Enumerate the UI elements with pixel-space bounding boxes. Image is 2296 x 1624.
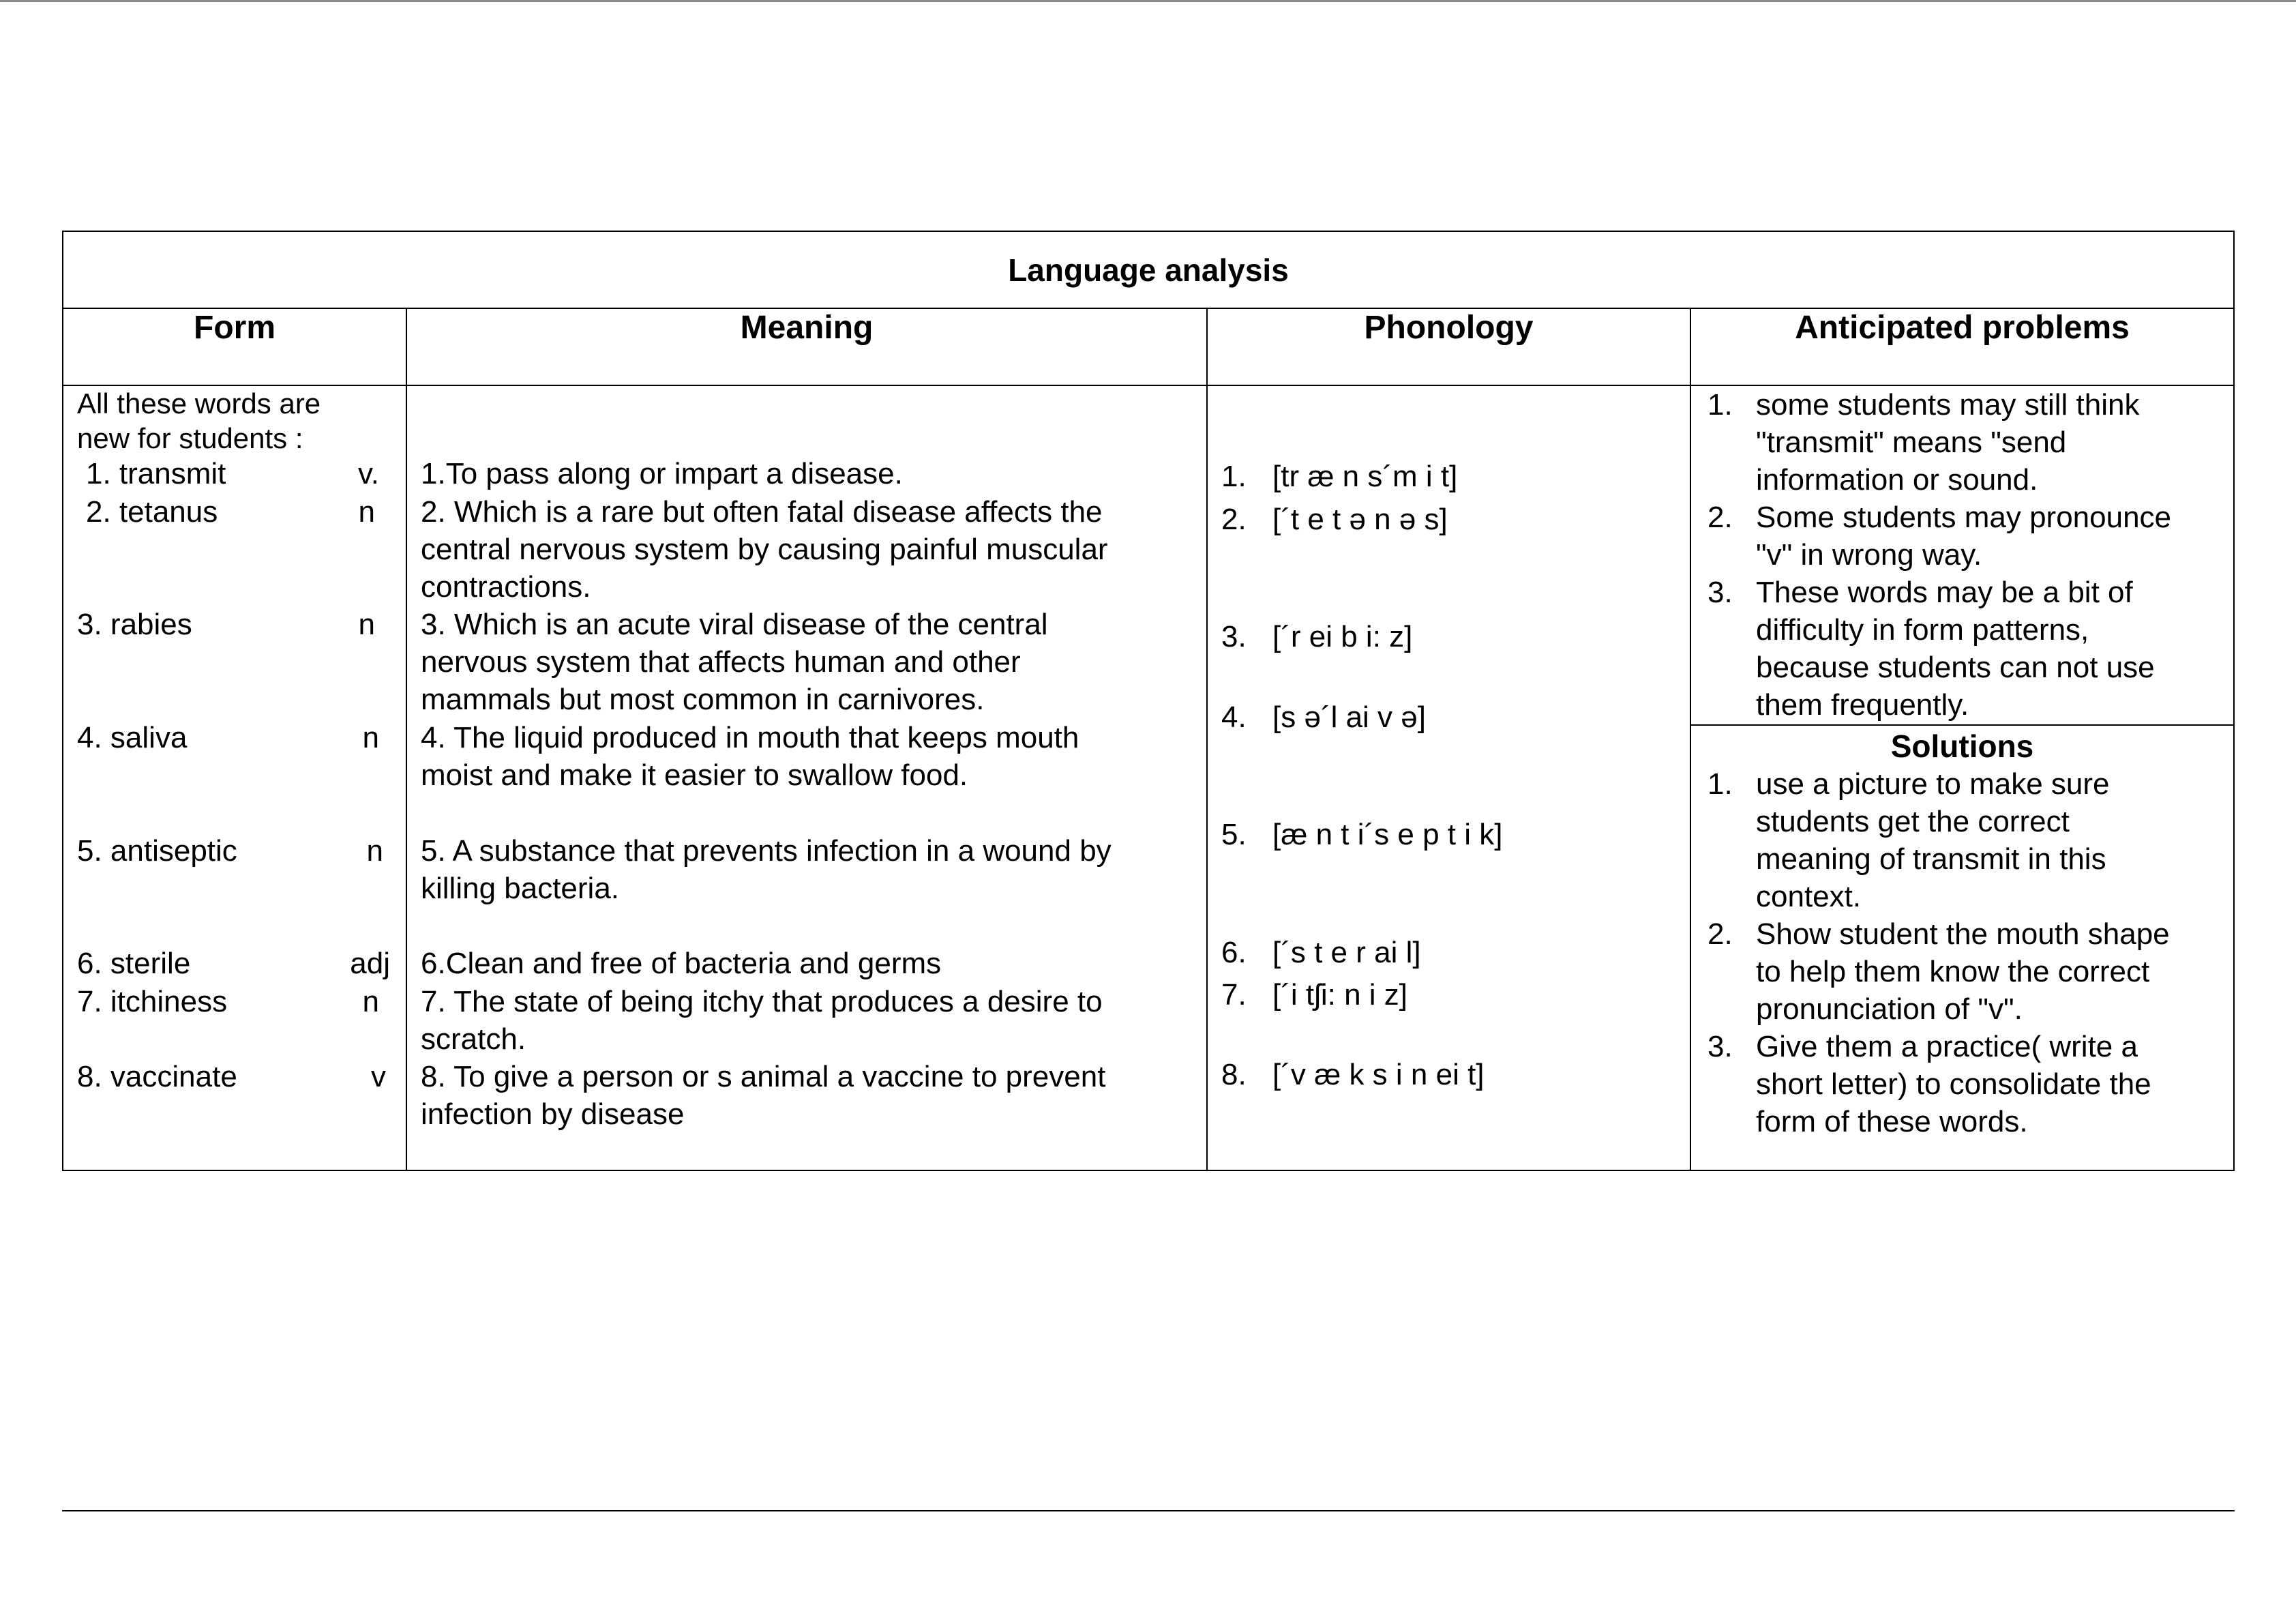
solution-text: Give them a practice( write a bbox=[1756, 1030, 2138, 1063]
meaning-text: 3. Which is an acute viral disease of the central bbox=[421, 608, 1048, 641]
form-part-of-speech: v. bbox=[358, 457, 379, 490]
form-word: 2. tetanus bbox=[86, 495, 218, 529]
problem-number: 1. bbox=[1708, 388, 1733, 422]
table-title: Language analysis bbox=[1008, 252, 1289, 288]
phonology-number: 4. bbox=[1221, 700, 1247, 734]
form-word: 6. sterile bbox=[77, 947, 191, 980]
form-part-of-speech: n bbox=[358, 495, 375, 529]
form-word: 3. rabies bbox=[77, 608, 192, 641]
phonology-number: 5. bbox=[1221, 818, 1247, 851]
problem-text: "v" in wrong way. bbox=[1756, 538, 1982, 572]
phonology-transcription: [tr æ n s´m i t] bbox=[1272, 460, 1458, 493]
solution-text: use a picture to make sure bbox=[1756, 767, 2110, 801]
problem-text: because students can not use bbox=[1756, 651, 2155, 684]
column-divider-2 bbox=[1206, 308, 1208, 1171]
form-part-of-speech: adj bbox=[350, 947, 390, 980]
solutions-divider bbox=[1690, 724, 2235, 726]
phonology-transcription: [´v æ k s i n ei t] bbox=[1272, 1058, 1485, 1091]
problem-text: "transmit" means "send bbox=[1756, 426, 2067, 459]
problem-text: These words may be a bit of bbox=[1756, 576, 2133, 609]
solution-text: Show student the mouth shape bbox=[1756, 917, 2170, 951]
phonology-number: 2. bbox=[1221, 503, 1247, 536]
solution-text: short letter) to consolidate the bbox=[1756, 1067, 2151, 1101]
form-intro-line: All these words are bbox=[77, 387, 321, 419]
form-part-of-speech: n bbox=[362, 721, 379, 754]
column-divider-1 bbox=[406, 308, 407, 1171]
solution-text: context. bbox=[1756, 880, 1862, 913]
header-phonology: Phonology bbox=[1364, 310, 1534, 346]
phonology-transcription: [æ n t i´s e p t i k] bbox=[1272, 818, 1503, 851]
problem-text: information or sound. bbox=[1756, 463, 2038, 497]
meaning-text: 8. To give a person or s animal a vaccine to prevent bbox=[421, 1060, 1106, 1093]
meaning-text: 5. A substance that prevents infection in a wound by bbox=[421, 834, 1112, 868]
form-part-of-speech: n bbox=[358, 608, 375, 641]
meaning-text: 4. The liquid produced in mouth that keeps mouth bbox=[421, 721, 1079, 754]
meaning-text: contractions. bbox=[421, 570, 591, 604]
phonology-transcription: [´i tʃi: n i z] bbox=[1272, 978, 1408, 1012]
header-anticipated-problems: Anticipated problems bbox=[1795, 310, 2130, 346]
meaning-text: nervous system that affects human and other bbox=[421, 645, 1021, 679]
table-border-bottom bbox=[62, 1170, 2235, 1171]
form-word: 1. transmit bbox=[86, 457, 226, 490]
solution-text: students get the correct bbox=[1756, 805, 2070, 838]
problem-number: 3. bbox=[1708, 576, 1733, 609]
table-border-top bbox=[62, 231, 2235, 232]
phonology-number: 8. bbox=[1221, 1058, 1247, 1091]
table-border-left bbox=[62, 231, 63, 1171]
problem-text: some students may still think bbox=[1756, 388, 2140, 422]
solution-text: meaning of transmit in this bbox=[1756, 842, 2106, 876]
meaning-text: central nervous system by causing painful muscular bbox=[421, 533, 1108, 566]
meaning-text: 2. Which is a rare but often fatal disease affects the bbox=[421, 495, 1103, 529]
header-meaning: Meaning bbox=[740, 310, 874, 346]
form-word: 7. itchiness bbox=[77, 985, 228, 1018]
solution-number: 1. bbox=[1708, 767, 1733, 801]
phonology-number: 7. bbox=[1221, 978, 1247, 1012]
form-word: 5. antiseptic bbox=[77, 834, 237, 868]
meaning-text: moist and make it easier to swallow food. bbox=[421, 758, 968, 792]
problem-number: 2. bbox=[1708, 501, 1733, 534]
form-part-of-speech: v bbox=[371, 1060, 386, 1093]
solution-text: form of these words. bbox=[1756, 1105, 2028, 1138]
form-word: 8. vaccinate bbox=[77, 1060, 237, 1093]
table-border-right bbox=[2233, 231, 2235, 1171]
footer-rule bbox=[62, 1510, 2235, 1511]
meaning-text: 1.To pass along or impart a disease. bbox=[421, 457, 903, 490]
problem-text: Some students may pronounce bbox=[1756, 501, 2172, 534]
meaning-text: scratch. bbox=[421, 1022, 526, 1056]
phonology-transcription: [´t e t ə n ə s] bbox=[1272, 503, 1448, 536]
form-part-of-speech: n bbox=[366, 834, 383, 868]
solution-text: to help them know the correct bbox=[1756, 955, 2150, 988]
form-intro-line: new for students : bbox=[77, 422, 303, 454]
meaning-text: infection by disease bbox=[421, 1097, 685, 1131]
phonology-transcription: [´s t e r ai l] bbox=[1272, 936, 1421, 969]
meaning-text: 7. The state of being itchy that produces a desire to bbox=[421, 985, 1103, 1018]
solution-number: 2. bbox=[1708, 917, 1733, 951]
header-form: Form bbox=[194, 310, 275, 346]
form-part-of-speech: n bbox=[362, 985, 379, 1018]
phonology-transcription: [´r ei b i: z] bbox=[1272, 620, 1413, 653]
solutions-heading: Solutions bbox=[1890, 728, 2034, 764]
solution-text: pronunciation of "v". bbox=[1756, 992, 2023, 1026]
meaning-text: killing bacteria. bbox=[421, 872, 620, 905]
phonology-number: 1. bbox=[1221, 460, 1247, 493]
solution-number: 3. bbox=[1708, 1030, 1733, 1063]
phonology-transcription: [s ə´l ai v ə] bbox=[1272, 700, 1426, 734]
problem-text: them frequently. bbox=[1756, 688, 1969, 722]
problem-text: difficulty in form patterns, bbox=[1756, 613, 2089, 647]
form-word: 4. saliva bbox=[77, 721, 188, 754]
phonology-number: 3. bbox=[1221, 620, 1247, 653]
phonology-number: 6. bbox=[1221, 936, 1247, 969]
meaning-text: 6.Clean and free of bacteria and germs bbox=[421, 947, 942, 980]
meaning-text: mammals but most common in carnivores. bbox=[421, 683, 985, 716]
